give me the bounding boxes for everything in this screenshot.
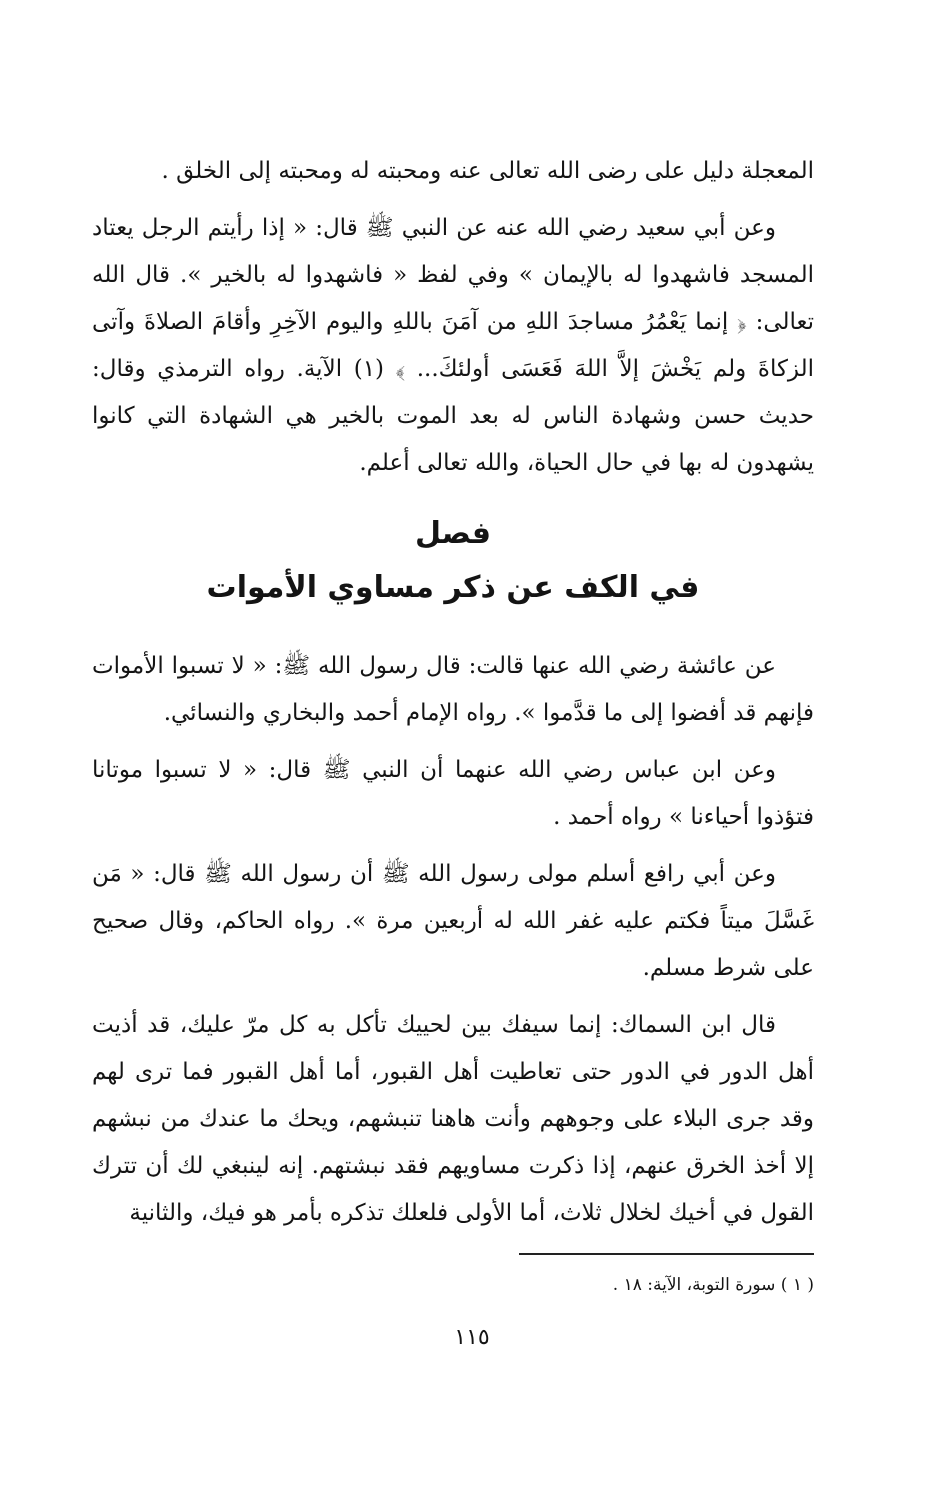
paragraph-hadith-abu-rafi: وعن أبي رافع أسلم مولى رسول الله ﷺ أن رسول الله ﷺ قال: « مَن غَسَّلَ ميتاً فكتم عليه غفر الله له أربعين مرة ». رواه الحاكم، وقال صحيح على شرط مسلم. <box>92 861 814 981</box>
footnote-divider <box>519 1253 814 1255</box>
paragraph-hadith-ibn-abbas: وعن ابن عباس رضي الله عنهما أن النبي ﷺ قال: « لا تسبوا موتانا فتؤذوا أحياءنا » رواه أحمد . <box>92 757 814 830</box>
page-number: ١١٥ <box>454 1325 490 1350</box>
paragraph-ibn-al-sammak: قال ابن السماك: إنما سيفك بين لحييك تأكل به كل مرّ عليك، قد أذيت أهل الدور في الدور حتى تعاطيت أهل القبور، أما أهل القبور فما ترى لهم وقد جرى البلاء على وجوههم وأنت هاهنا تنبشهم، ويحك ما عندك من نبشهم إلا أخذ الخرق عنهم، إذا ذكرت مساويهم فقد نبشتهم. إنه لينبغي لك أن تترك القول في أخيك لخلال ثلاث، أما الأولى فلعلك تذكره بأمر هو فيك، والثانية <box>92 1012 814 1226</box>
paragraph-hadith-abu-said: وعن أبي سعيد رضي الله عنه عن النبي ﷺ قال: « إذا رأيتم الرجل يعتاد المسجد فاشهدوا له بالإيمان » وفي لفظ « فاشهدوا له بالخير ». قال الله تعالى: ﴿ إنما يَعْمُرُ مساجدَ اللهِ من آمَنَ باللهِ واليوم الآخِرِ وأقامَ الصلاةَ وآتى الزكاةَ ولم يَخْشَ إلاَّ اللهَ فَعَسَى أولئكَ... ﴾ (١) الآية. رواه الترمذي وقال: حديث حسن وشهادة الناس له بعد الموت بالخير هي الشهادة التي كانوا يشهدون له بها في حال الحياة، والله تعالى أعلم. <box>92 215 814 476</box>
section-subtitle: في الكف عن ذكر مساوي الأموات <box>206 570 700 605</box>
footnote: ( ١ ) سورة التوبة، الآية: ١٨ . <box>612 1275 814 1295</box>
section-title: فصل <box>415 516 491 551</box>
section-heading <box>92 507 814 615</box>
page-body <box>92 148 814 1247</box>
paragraph-continuation: المعجلة دليل على رضى الله تعالى عنه ومحبته له ومحبته إلى الخلق . <box>161 158 814 184</box>
paragraph-hadith-aisha: عن عائشة رضي الله عنها قالت: قال رسول الله ﷺ: « لا تسبوا الأموات فإنهم قد أفضوا إلى ما قدَّموا ». رواه الإمام أحمد والبخاري والنسائي. <box>92 653 814 726</box>
